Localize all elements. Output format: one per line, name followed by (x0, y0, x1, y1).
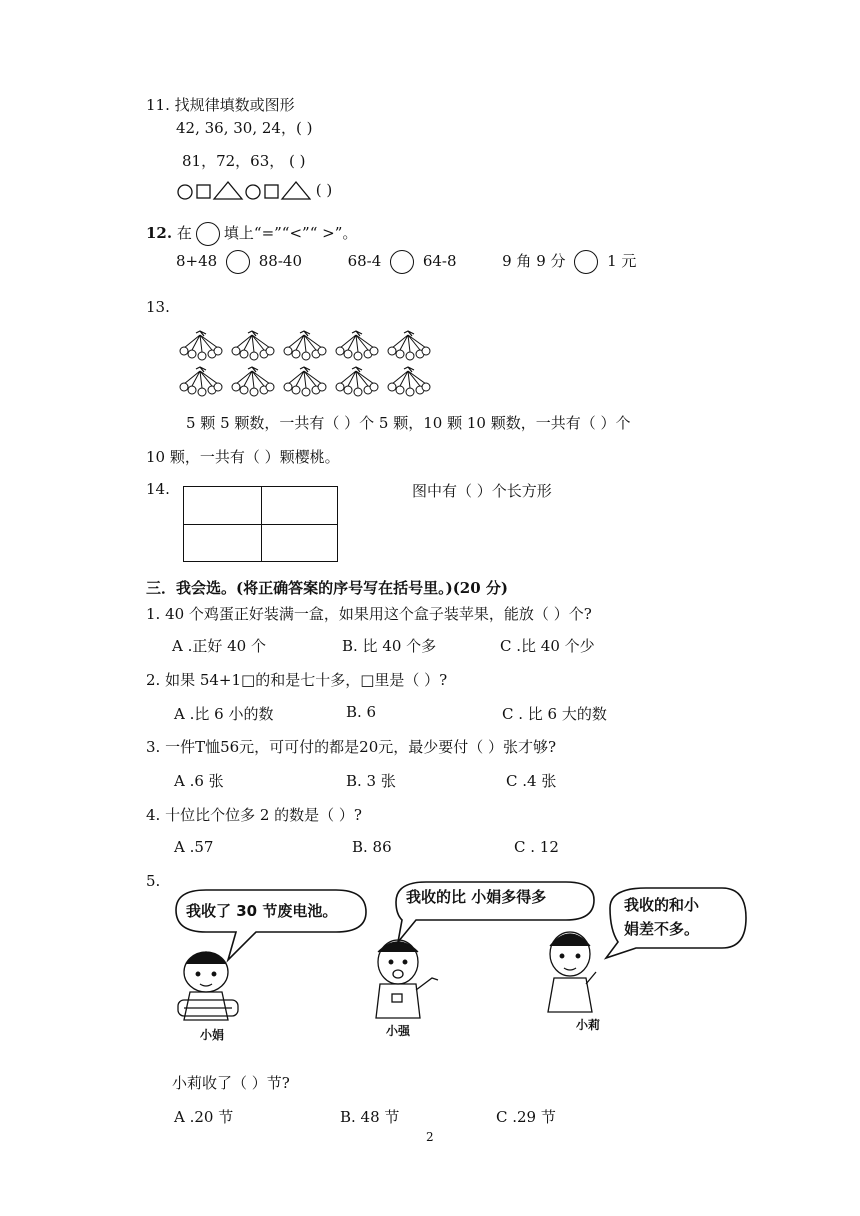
bubble-xiaoli-line-1: 我收的和小 (624, 896, 700, 914)
s3-q4-option-c: C . 12 (514, 838, 559, 856)
q13-line-1: 5 颗 5 颗数，一共有（ ）个 5 颗，10 颗 10 颗数，一共有（ ）个 (186, 414, 631, 432)
q12-expr3-left: 9 角 9 分 (502, 252, 566, 270)
name-xiaoqiang: 小强 (386, 1024, 411, 1038)
q11-sequence-1: 42, 36, 30, 24，( ) (176, 119, 313, 137)
q11-shape-sequence (176, 178, 332, 204)
q11-title: 11. 找规律填数或图形 (146, 96, 295, 114)
rectangle-grid (183, 486, 338, 562)
q12-expr3-right: 1 元 (607, 252, 637, 270)
q12-text-b: 填上“=”“<”“ >”。 (223, 224, 358, 242)
s3-q5-option-a: A .20 节 (174, 1108, 234, 1126)
bubble-xiaojuan: 我收了 30 节废电池。 (186, 902, 338, 920)
name-xiaojuan: 小娟 (200, 1028, 225, 1042)
answer-circle-1[interactable] (226, 250, 250, 274)
page-number: 2 (426, 1130, 434, 1144)
q13-number: 13. (146, 298, 170, 316)
name-xiaoli: 小莉 (576, 1018, 601, 1032)
q12-expr2-left: 68-4 (347, 252, 382, 270)
shape-pattern-icon (176, 178, 311, 204)
s3-q2-option-a: A .比 6 小的数 (174, 705, 274, 723)
q12-expressions (176, 250, 636, 274)
s3-q2-option-b: B. 6 (346, 703, 377, 721)
q12-expr2-right: 64-8 (422, 252, 457, 270)
q14-question: 图中有（ ）个长方形 (412, 482, 552, 500)
q12-expr1-right: 88-40 (258, 252, 303, 270)
cherries-icon (178, 328, 438, 400)
s3-q1-option-a: A .正好 40 个 (172, 637, 266, 655)
s3-q5-number: 5. (146, 872, 161, 890)
s3-q4-stem: 4. 十位比个位多 2 的数是（ ）? (146, 806, 362, 824)
q12-number: 12. (146, 224, 173, 242)
s3-q4-option-b: B. 86 (352, 838, 392, 856)
bubble-xiaoli-line-2: 娟差不多。 (624, 920, 700, 938)
s3-q5-question: 小莉收了（ ）节? (172, 1074, 290, 1092)
s3-q3-stem: 3. 一件T恤56元，可可付的都是20元，最少要付（ ）张才够? (146, 738, 557, 756)
s3-q2-stem: 2. 如果 54+1□的和是七十多，□里是（ ）? (146, 671, 448, 689)
s3-q3-option-b: B. 3 张 (346, 772, 396, 790)
s3-q1-option-b: B. 比 40 个多 (342, 637, 437, 655)
q12-instruction (146, 222, 357, 246)
q11-answer-blank: ( ) (315, 181, 333, 199)
q12-text-a: 在 (176, 224, 192, 242)
s3-q5-option-c: C .29 节 (496, 1108, 556, 1126)
s3-q1-stem: 1. 40 个鸡蛋正好装满一盒，如果用这个盒子装苹果，能放（ ）个? (146, 605, 592, 623)
answer-circle-3[interactable] (574, 250, 598, 274)
q13-line-2: 10 颗，一共有（ ）颗樱桃。 (146, 448, 340, 466)
s3-q3-option-a: A .6 张 (174, 772, 224, 790)
section-3-heading: 三．我会选。(将正确答案的序号写在括号里。)(20 分) (146, 579, 508, 597)
answer-circle-2[interactable] (390, 250, 414, 274)
s3-q1-option-c: C .比 40 个少 (500, 637, 595, 655)
s3-q4-option-a: A .57 (174, 838, 214, 856)
compare-circle-icon (196, 222, 220, 246)
s3-q5-option-b: B. 48 节 (340, 1108, 400, 1126)
s3-q2-option-c: C . 比 6 大的数 (502, 705, 607, 723)
q14-number: 14. (146, 480, 170, 498)
q11-sequence-2: 81，72，63， ( ) (182, 152, 306, 170)
s3-q3-option-c: C .4 张 (506, 772, 557, 790)
q12-expr1-left: 8+48 (176, 252, 218, 270)
bubble-xiaoqiang: 我收的比 小娟多得多 (406, 888, 547, 906)
